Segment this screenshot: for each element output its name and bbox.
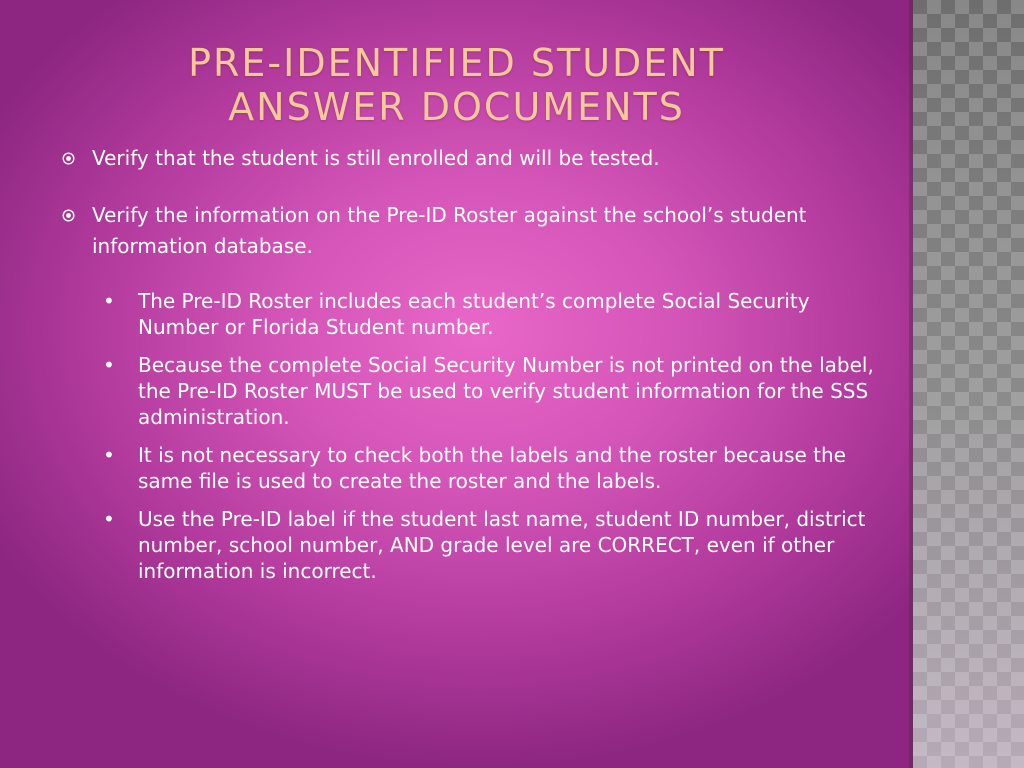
bullet-dot-icon: • <box>103 353 115 377</box>
sub-bullet-text: It is not necessary to check both the labels and the roster because the same file is used to create the roster and the labels. <box>138 443 846 493</box>
decorative-side-panel <box>913 0 1024 768</box>
slide-title <box>0 41 913 129</box>
slide-body <box>60 143 880 596</box>
bullet-dot-icon: • <box>103 443 115 467</box>
sub-bullet-item <box>103 506 880 584</box>
slide-title-line-2: ANSWER DOCUMENTS <box>228 85 685 130</box>
bullet-dot-icon: • <box>103 289 115 313</box>
sub-bullet-item <box>103 288 880 340</box>
bullet-dot-icon: • <box>103 507 115 531</box>
sub-bullet-text: Use the Pre-ID label if the student last name, student ID number, district number, school number, AND grade level are CORRECT, even if other information is incorrect. <box>138 507 866 583</box>
bullet-text: Verify the information on the Pre-ID Roster against the school’s student information database. <box>92 203 807 258</box>
slide-title-line-1: PRE-IDENTIFIED STUDENT <box>188 41 725 86</box>
bullet-item <box>60 143 880 174</box>
circled-dot-icon <box>62 209 75 222</box>
sub-bullet-item <box>103 442 880 494</box>
sub-bullet-item <box>103 352 880 430</box>
sub-bullet-text: Because the complete Social Security Number is not printed on the label, the Pre-ID Roster MUST be used to verify student information for the SSS administration. <box>138 353 874 429</box>
sub-bullet-list <box>60 288 880 584</box>
sub-bullet-text: The Pre-ID Roster includes each student’s complete Social Security Number or Florida Student number. <box>138 289 810 339</box>
circled-dot-icon <box>62 152 75 165</box>
bullet-text: Verify that the student is still enrolled and will be tested. <box>92 146 660 170</box>
bullet-item <box>60 200 880 262</box>
